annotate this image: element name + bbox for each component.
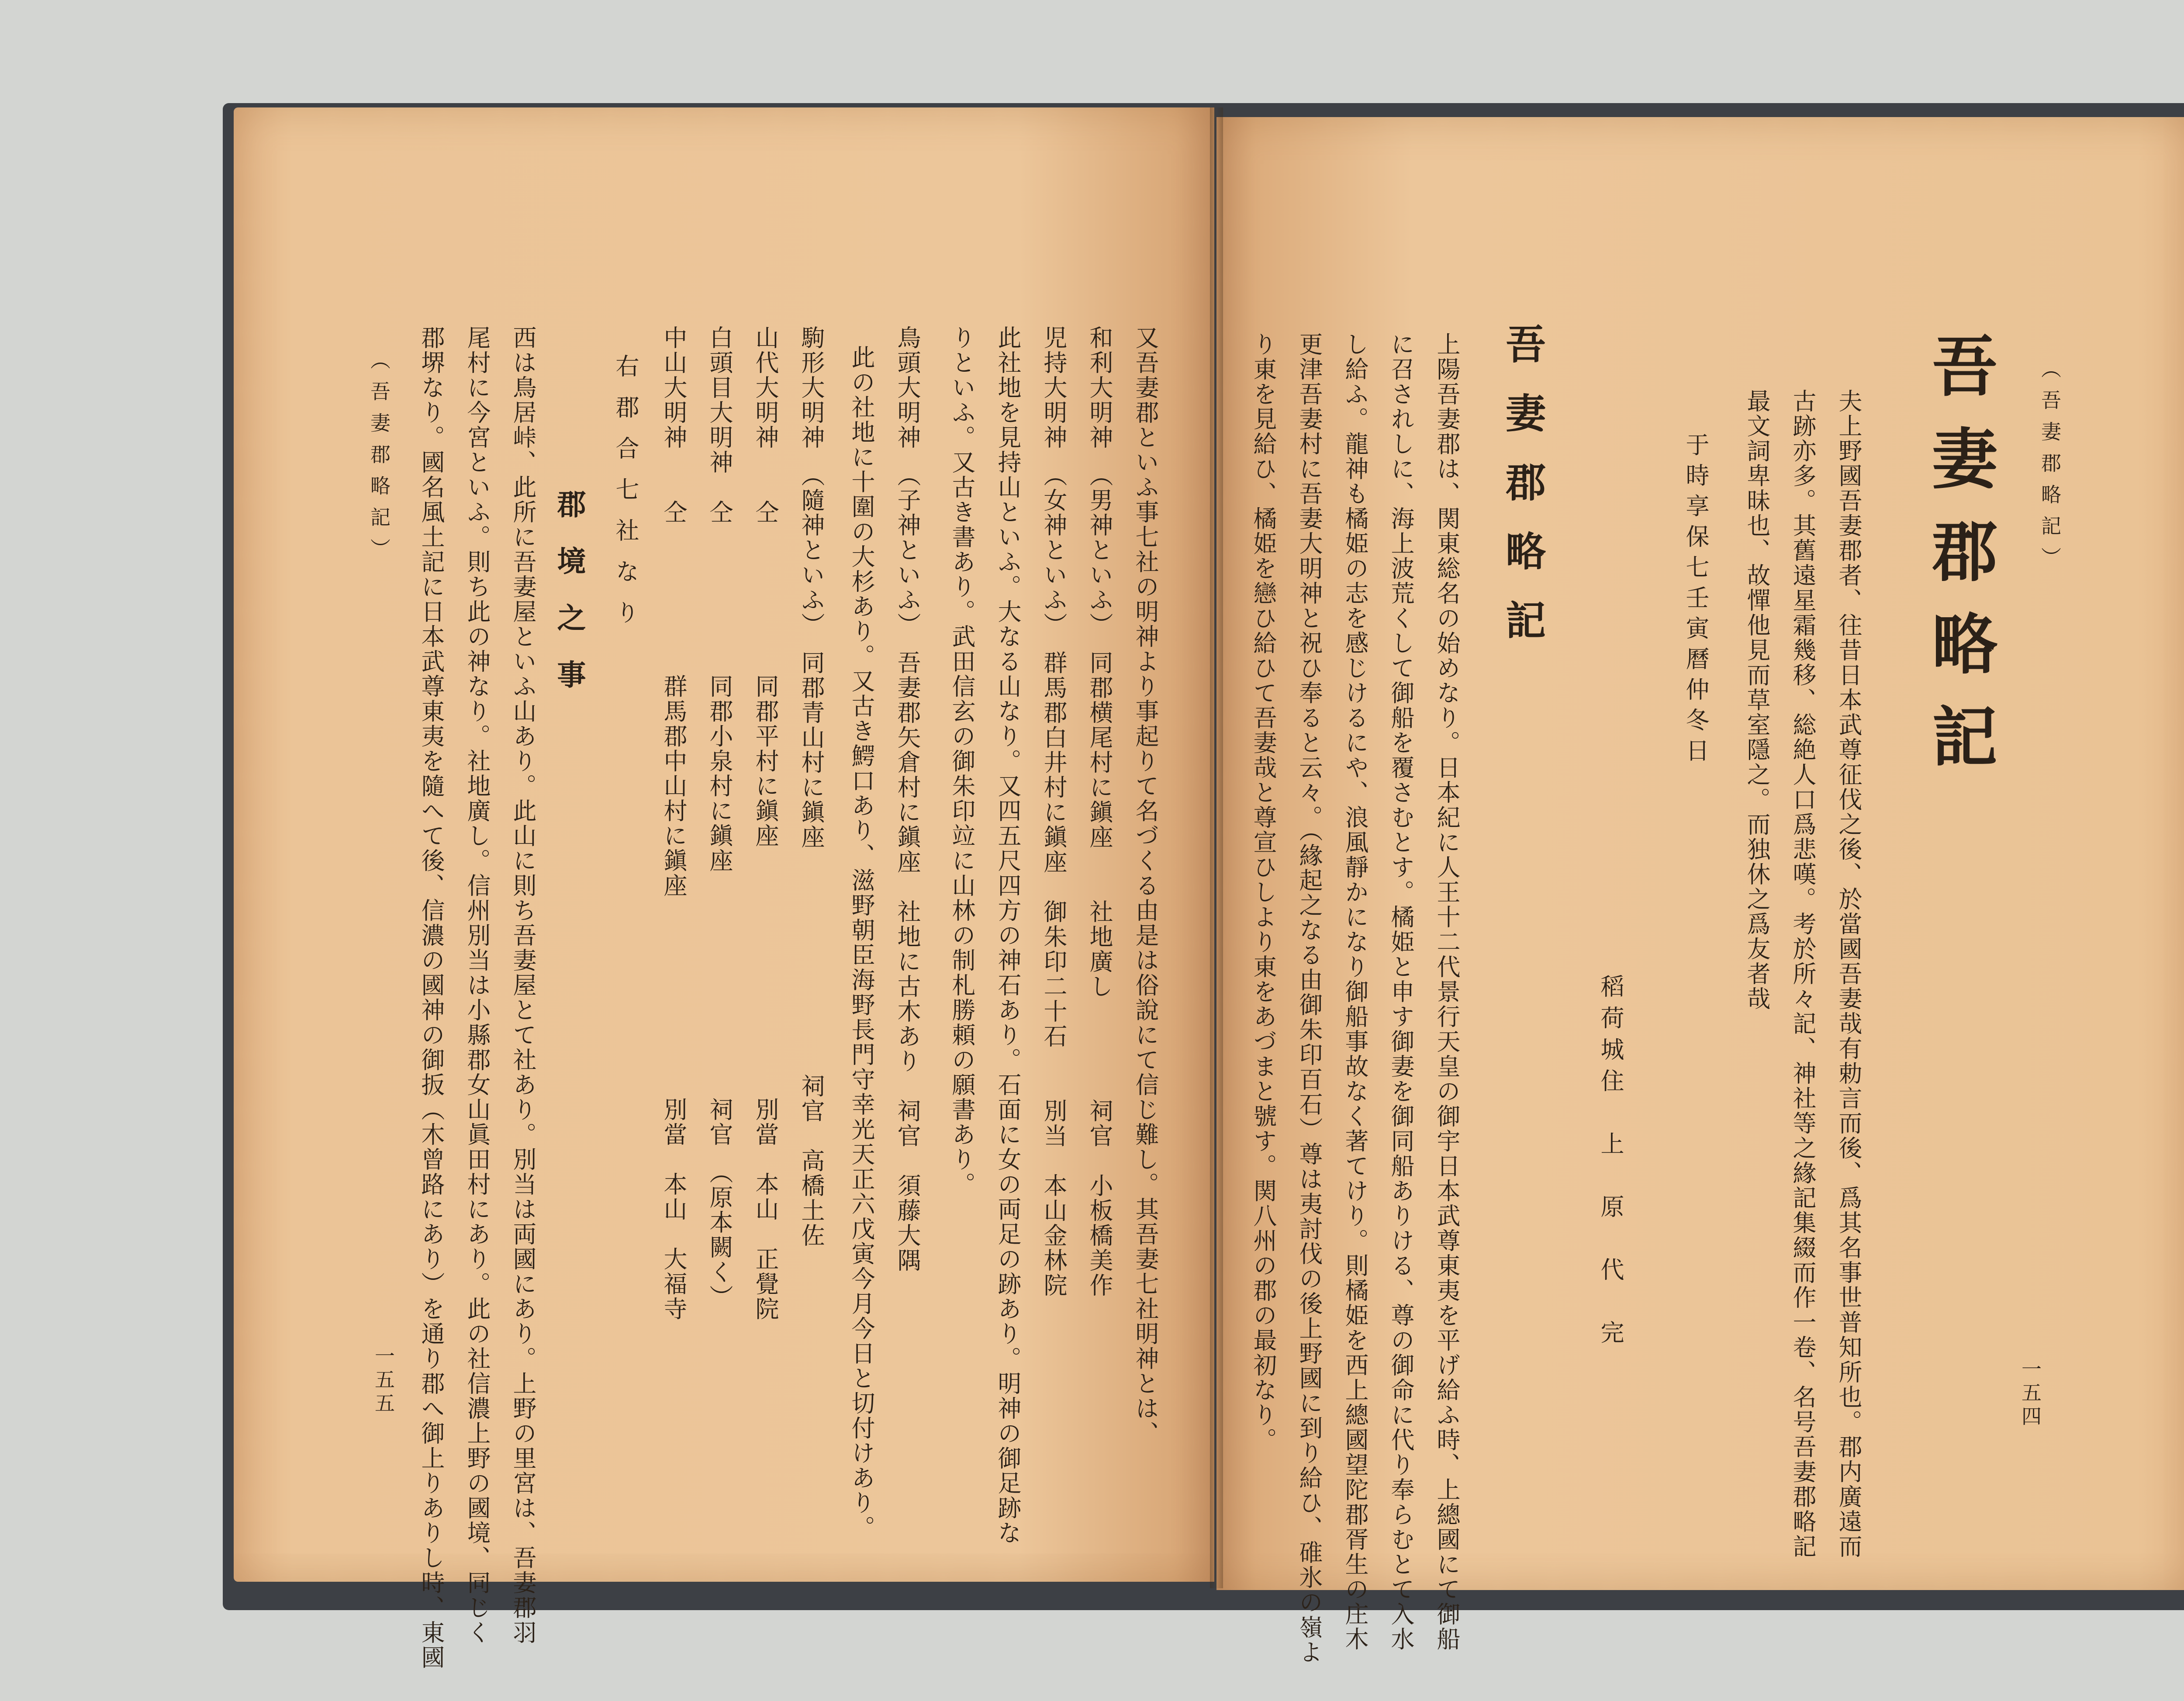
left-column-8: 駒形大明神 （隨神といふ） 同郡青山村に鎭座 祠官 高橋土佐 (798, 325, 825, 1248)
page-number-left: 一五五 (372, 1345, 395, 1416)
left-column-6: 鳥頭大明神 （子神といふ） 吾妻郡矢倉村に鎭座 社地に古木あり 祠官 須藤大隅 (894, 325, 921, 1273)
kanbun-column-2: 古跡亦多。其舊遠星霜幾移、総絶人口爲悲嘆。考於所々記、神社等之緣記集綴而作一卷、名号吾妻郡略記 (1789, 389, 1817, 1559)
page-number-right: 一五四 (2018, 1359, 2042, 1429)
left-column-2: 和利大明神 （男神といふ） 同郡横尾村に鎭座 社地廣し 祠官 小板橋美作 (1086, 325, 1113, 1298)
left-column-7: 此の社地に十圍の大杉あり。又古き鰐口あり、滋野朝臣海野長門守幸光天正六戊寅今月今日と切付けあり。 (848, 345, 875, 1540)
book-gutter (1210, 107, 1223, 1588)
running-header-left: （吾妻郡略記） (367, 349, 391, 570)
left-column-4: 此社地を見持山といふ。大なる山なり。又四五尺四方の神石あり。石面に女の両足の跡あり。明神の御足跡な (994, 325, 1022, 1545)
body-column-3: し給ふ。龍神も橘姫の志を感じけるにや、浪風靜かになり御船事故なく著てけり。則橘姫を西上總國望陀郡胥生の庄木 (1341, 332, 1369, 1652)
kanbun-title: 吾妻郡略記 (1921, 332, 1997, 795)
section-title: 郡境之事 (552, 489, 586, 716)
left-column-1: 又吾妻郡といふ事七社の明神より事起りて名づくる由是は俗說にて信じ難し。其吾妻七社明神とは、 (1132, 325, 1159, 1446)
section-column-1: 西は鳥居峠、此所に吾妻屋といふ山あり。此山に則ち吾妻屋とて社あり。別当は両國にあり。上野の里宮は、吾妻郡羽 (509, 325, 537, 1645)
section-column-2: 尾村に今宮といふ。則ち此の神なり。社地廣し。信州別当は小縣郡女山眞田村にあり。此の社信濃上野の國境、同じく (463, 325, 491, 1645)
running-header-right: （吾妻郡略記） (2038, 358, 2062, 578)
left-column-10: 白頭目大明神 仝 同郡小泉村に鎭座 祠官 （原本闕く） (706, 325, 733, 1310)
left-column-11: 中山大明神 仝 群馬郡中山村に鎭座 別當 本山 大福寺 (660, 325, 688, 1321)
body-column-2: に召されしに、海上波荒くして御船を覆さむとす。橘姫と申す御妻を御同船ありける、尊の御命に代り奉らむとて入水 (1387, 332, 1415, 1652)
kanbun-column-3: 最文詞卑昧也、故憚他見而草室隱之。而独休之爲友者哉 (1743, 389, 1771, 1011)
author-line: 稻荷城住 上 原 代 完 (1597, 974, 1624, 1352)
main-title: 吾妻郡略記 (1499, 323, 1546, 668)
left-column-5: りといふ。又古き書あり。武田信玄の御朱印竝に山林の制札勝頼の願書あり。 (948, 325, 976, 1197)
body-column-1: 上陽吾妻郡は、関東総名の始めなり。日本紀に人王十二代景行天皇の御宇日本武尊東夷を平げ給ふ時、上總國にて御船 (1433, 332, 1461, 1652)
left-column-3: 児持大明神 （女神といふ） 群馬郡白井村に鎭座 御朱印二十石 別当 本山金林院 (1040, 325, 1068, 1298)
section-column-3: 郡堺なり。國名風土記に日本武尊東夷を隨へて後、信濃の國神の御扳（木曾路にあり）を通り郡へ御上りありし時、東國 (418, 325, 445, 1670)
shrine-summary: 右郡合七社なり (612, 354, 639, 641)
body-column-4: 更津吾妻村に吾妻大明神と祝ひ奉ると云々。（緣起之なる由御朱印百石）尊は夷討伐の後上野國に到り給ひ、碓氷の嶺よ (1296, 332, 1323, 1665)
left-column-9: 山代大明神 仝 同郡平村に鎭座 別當 本山 正覺院 (752, 325, 779, 1321)
body-column-5: り東を見給ひ、橘姫を戀ひ給ひて吾妻哉と尊宣ひしより東をあづまと號す。関八州の郡の最初なり。 (1250, 332, 1277, 1452)
kanbun-column-1: 夫上野國吾妻郡者、往昔日本武尊征伐之後、於當國吾妻哉有勅言而後、爲其名事世普知所也。郡内廣遠而 (1835, 389, 1863, 1559)
date-line: 于時享保七壬寅曆仲冬日 (1682, 432, 1710, 769)
